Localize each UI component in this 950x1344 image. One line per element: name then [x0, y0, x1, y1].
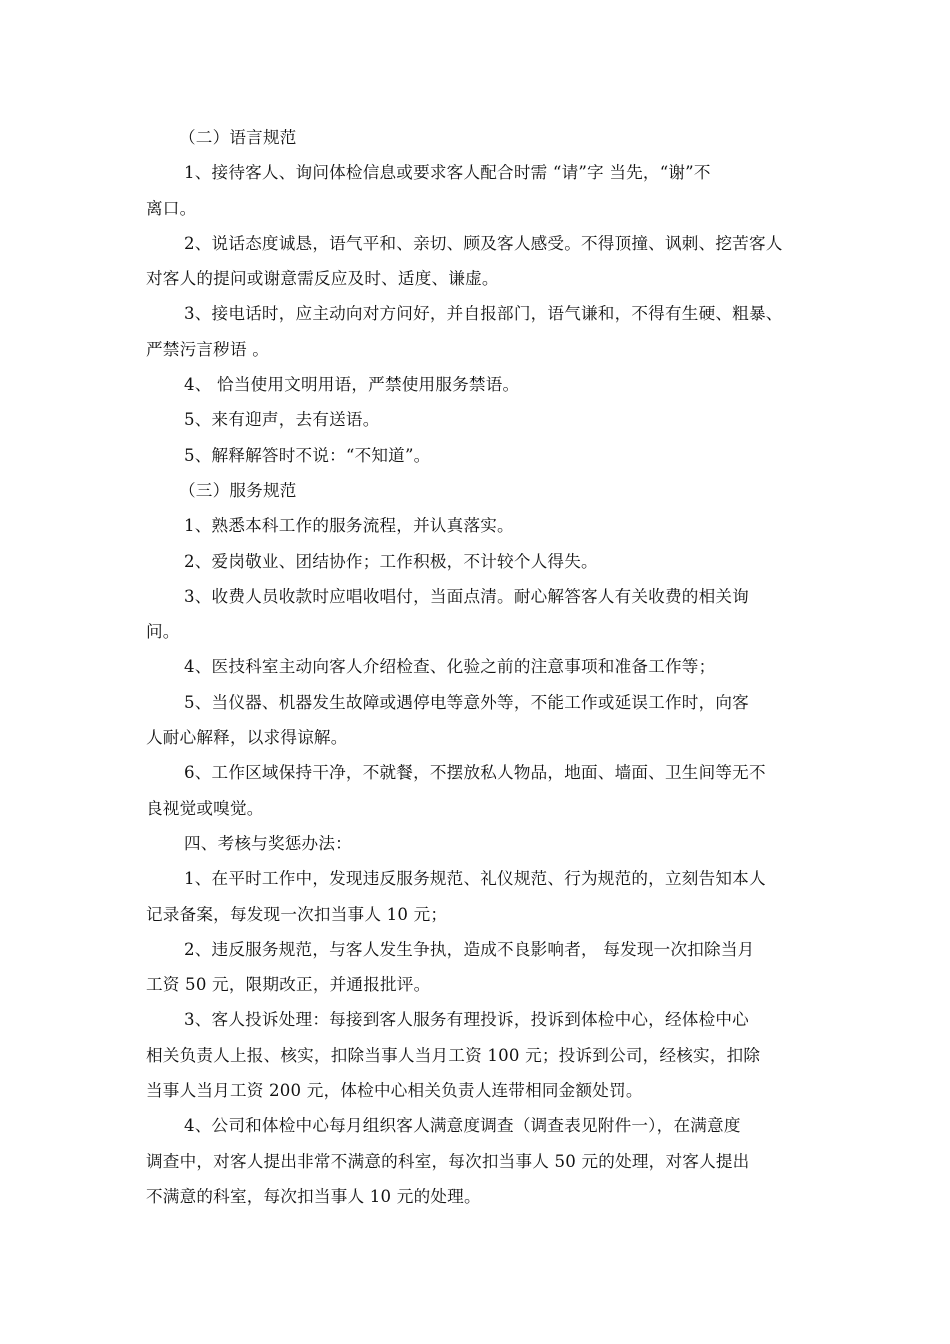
text-line: 2、爱岗敬业、团结协作；工作积极，不计较个人得失。	[184, 551, 598, 571]
text-line: 四、考核与奖惩办法：	[184, 833, 352, 853]
text-line: 记录备案，每发现一次扣当事人 10 元；	[146, 904, 448, 924]
section-heading: （三）服务规范	[179, 480, 297, 500]
text-line: 对客人的提问或谢意需反应及时、适度、谦虚。	[146, 269, 499, 289]
text-line: 2、违反服务规范，与客人发生争执，造成不良影响者， 每发现一次扣除当月	[184, 939, 755, 959]
text-line: 当事人当月工资 200 元，体检中心相关负责人连带相同金额处罚。	[146, 1081, 643, 1101]
text-line: 问。	[146, 622, 180, 642]
text-line: 不满意的科室，每次扣当事人 10 元的处理。	[146, 1186, 481, 1206]
text-line: 5、来有迎声，去有送语。	[184, 410, 380, 430]
text-line: 1、在平时工作中，发现违反服务规范、礼仪规范、行为规范的，立刻告知本人	[184, 869, 766, 889]
section-heading: （二）语言规范	[179, 128, 297, 147]
text-line: 4、医技科室主动向客人介绍检查、化验之前的注意事项和准备工作等；	[184, 657, 716, 677]
text-line: 严禁污言秽语 。	[146, 339, 270, 359]
text-line: 4、 恰当使用文明用语，严禁使用服务禁语。	[184, 375, 520, 395]
text-line: 3、接电话时，应主动向对方问好，并自报部门，语气谦和，不得有生硬、粗暴、	[184, 304, 783, 324]
text-line: 3、收费人员收款时应唱收唱付，当面点清。耐心解答客人有关收费的相关询	[184, 586, 749, 606]
text-line: 离口。	[146, 198, 197, 218]
text-line: 2、说话态度诚恳，语气平和、亲切、顾及客人感受。不得顶撞、讽刺、挖苦客人	[184, 233, 783, 253]
text-line: 3、客人投诉处理：每接到客人服务有理投诉，投诉到体检中心，经体检中心	[184, 1010, 749, 1030]
text-line: 1、熟悉本科工作的服务流程，并认真落实。	[184, 516, 514, 536]
text-line: 1、接待客人、询问体检信息或要求客人配合时需 “请”字 当先，“谢”不	[184, 163, 711, 183]
text-line: 4、公司和体检中心每月组织客人满意度调查（调查表见附件一），在满意度	[184, 1116, 741, 1136]
text-line: 调查中，对客人提出非常不满意的科室，每次扣当事人 50 元的处理，对客人提出	[146, 1151, 750, 1171]
text-line: 良视觉或嗅觉。	[146, 798, 264, 818]
text-line: 工资 50 元，限期改正，并通报批评。	[146, 975, 431, 995]
document-body	[146, 120, 812, 1214]
text-line: 人耐心解释，以求得谅解。	[146, 728, 348, 748]
text-line: 相关负责人上报、核实，扣除当事人当月工资 100 元；投诉到公司，经核实，扣除	[146, 1045, 761, 1065]
text-line: 6、工作区域保持干净，不就餐，不摆放私人物品，地面、墙面、卫生间等无不	[184, 763, 766, 783]
text-line: 5、解释解答时不说：“不知道”。	[184, 445, 431, 465]
text-line: 5、当仪器、机器发生故障或遇停电等意外等，不能工作或延误工作时，向客	[184, 692, 749, 712]
